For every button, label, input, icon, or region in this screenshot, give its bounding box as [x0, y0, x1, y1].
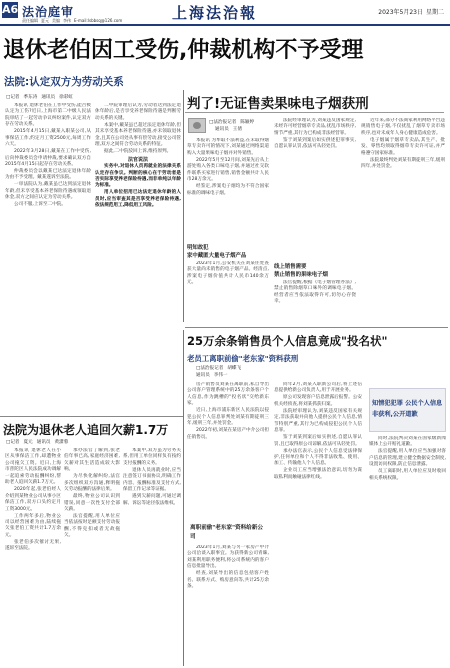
byline-role: 通讯员	[215, 127, 229, 132]
paragraph: 2023年1月,刘某与另一家房产中介公司洽谈入职事宜。为获得新公司青睐,刘某利用职务便利,将公司系统内的客户信息批量导出。	[187, 545, 269, 570]
paragraph: 承办法官了解到,张老伯年事已高,家庭经济困难,欠薪对其生活造成较大影响。	[64, 448, 120, 473]
paragraph: 法官提醒,用人单位应当加强对客户信息的管理,建立健全数据安全制度,设置访问权限,防止信息泄露。	[369, 449, 446, 468]
ecig-subhead-2b: 禁止销售的果味电子烟	[274, 272, 328, 278]
byline-role: □记者	[6, 440, 20, 445]
wage-byline	[6, 439, 72, 445]
byline-name: 李伟一	[213, 373, 228, 378]
privacy-column-2	[274, 382, 362, 666]
credit-name: 李伟	[63, 18, 71, 23]
lead-column-1	[5, 103, 91, 413]
paragraph: 近年来,部分不法商家利用网络平台违规销售电子烟,不仅扰乱了烟草专卖市场秩序,也对未成年人身心健康造成危害。	[361, 118, 445, 136]
ecig-byline-1	[209, 119, 258, 125]
ecig-subhead-1b: 家中藏匿大量电子烟产品	[187, 253, 247, 259]
paragraph: 鉴于刘某到案后如实供述犯罪事实,自愿认罪认罚,依法可从轻处罚。	[274, 137, 356, 150]
paragraph: 鉴于刘某到案后如实供述,自愿认罪认罚,且已取得原公司谅解,依法可从轻处罚。	[274, 435, 362, 447]
lead-column-2	[95, 103, 181, 413]
paragraph: 张老伯多次催讨无果,遂诉至法院。	[5, 539, 61, 552]
privacy-sidebar-title: 知情犯犯罪 公民个人信息非获利,公开道歉	[372, 400, 443, 418]
ecig-headline: 判了!无证售卖果味电子烟获刑	[187, 96, 369, 112]
paragraph: 原公司发现客户信息泄露后报警。公安机关经侦查,将刘某抓获归案。	[274, 395, 362, 407]
column-divider	[183, 330, 184, 666]
byline-name: 季东涛	[23, 95, 38, 100]
paragraph: 经查,刘某导出的信息包括客户姓名、联系方式、购房意向等,共计25万余条。	[187, 571, 269, 590]
byline-role: □法治报记者	[196, 366, 224, 371]
byline-role: 通讯员	[41, 95, 56, 100]
lead-byline	[6, 94, 77, 100]
byline-name: 王倩	[232, 127, 242, 132]
paragraph: 企业员工应当增强法治意识,切勿为谋取私利而触碰法律红线。	[274, 468, 362, 480]
header-rule	[0, 24, 450, 26]
column-divider	[183, 90, 184, 322]
ecig-column-1b	[187, 261, 269, 323]
paragraph: 本报讯 为牟取不法利益,在未取得烟草专卖许可的情况下,刘某通过网络渠道购入大量果味电子烟并对外销售。	[187, 138, 269, 156]
ecig-byline-2	[215, 126, 246, 132]
credit-label: 责任编辑	[22, 18, 38, 23]
issue-weekday: 星期二	[425, 9, 444, 16]
ecig-column-2	[274, 118, 356, 258]
byline-name: 夏元	[23, 440, 33, 445]
paragraph: 电子烟属于烟草专卖品,其生产、批发、零售均须取得烟草专卖许可证,并严格遵守国家标准。	[361, 137, 445, 156]
paragraph: 本案中,双方虽为劳务关系,但用工单位同样负有按约支付报酬的义务。	[123, 448, 181, 466]
page-header	[0, 0, 450, 27]
paragraph-emphasis: 实务中,对退休人员再就业的法律关系认定存在争议。判断的核心在于劳动者是否实际享受养老保险待遇,而非单纯以年龄为标准。	[95, 164, 181, 189]
byline-name: 陈颖婷	[240, 120, 255, 125]
newspaper-logo: 上海法治報	[172, 4, 258, 22]
paragraph: 据此,二中院驳回上诉,维持原判。	[104, 149, 172, 155]
paragraph: 2022年5月至12月间,刘某先后从上游处购入各类口味电子烟,并通过社交软件联系买家进行销售,销售金额共计人民币28万余元。	[187, 157, 269, 183]
paragraph-emphasis: 用人单位招用已达法定退休年龄的人员时,应当审查其是否享受养老保险待遇,依法规范用工,降低用工风险。	[95, 190, 181, 209]
privacy-column-1b	[187, 545, 269, 666]
reporter-photo	[188, 118, 206, 133]
paragraph: 经鉴定,涉案电子烟均为不符合国家标准的调味电子烟。	[187, 184, 269, 196]
section-title: 法治庭审	[22, 5, 75, 19]
issue-date-text: 2023年5月23日	[378, 9, 423, 16]
paragraph: 本报讯 退休老伯在工作中受伤,能否被认定为工伤?近日,上海市第二中级人民法院审结了一起劳动争议纠纷案件,认定双方存在劳动关系。	[5, 103, 91, 128]
byline-role: □法治报记者	[209, 120, 237, 125]
byline-role: 通讯员	[196, 373, 210, 378]
paragraph: 法官提醒,根据《电子烟管理办法》,禁止销售除烟草口味外的调味电子烟。经营者应当依法取得许可,切勿心存侥幸。	[274, 280, 356, 305]
paragraph: 最终,物业公司认识到错误,同意一次性支付全部欠薪。	[64, 494, 120, 513]
ecig-column-2b	[274, 280, 356, 324]
privacy-headline: 25万余条销售员个人信息竟成"投名状"	[187, 334, 388, 348]
byline-role: □记者	[6, 95, 20, 100]
privacy-byline-2	[196, 372, 232, 378]
wage-column-2	[64, 448, 120, 666]
paragraph: 法官提醒,用人单位应当依法按时足额支付劳动报酬,不得克扣或者无故拖欠。	[64, 514, 120, 539]
byline-name: 胡蝶飞	[227, 366, 242, 371]
lead-headline: 退休老伯因工受伤,仲裁机构不予受理	[3, 38, 364, 63]
paragraph: 近日,上海市浦东新区人民法院以侵犯公民个人信息罪判处刘某有期徒刑三年,缓刑三年,并处罚金。	[187, 408, 269, 427]
paragraph: 法院经审理认为,刘某违反国家规定,未经许可经营烟草专卖品,扰乱市场秩序,情节严重,其行为已构成非法经营罪。	[274, 118, 356, 136]
paragraph: 法院最终判处刘某有期徒刑三年,缓刑四年,并处罚金。	[361, 157, 445, 170]
page-number-badge: A6	[2, 3, 19, 16]
paragraph: 2023年1月,公安机关在刘某住处查获大量尚未销售的电子烟产品。经清点,涉案电子烟价值共计人民币140余万元。	[187, 261, 269, 286]
paragraph: 同年2月,刘某入职新公司后,将上述信息提供给新公司负责人,用于开展业务。	[274, 382, 362, 394]
wage-column-1	[5, 448, 61, 666]
paragraph: 2022年初,刘某在某房产中介公司担任销售员。	[187, 428, 269, 440]
ecig-subhead-2: 线上销售需要	[274, 264, 307, 270]
paragraph: 本报讯 退休老人在小区从事保洁工作,却遭物业公司拖欠工资。近日,上海市普陀区人民法院成功调解一起追索劳动报酬纠纷,帮助老人追回欠薪1.7万元。	[5, 448, 61, 486]
paragraph: 一审法院认为,戴某虽已达到法定退休年龄,但未享受基本养老保险待遇或领取退休金,双方之间应认定为劳动关系。	[5, 182, 91, 201]
privacy-subhead: 老员工离职前偷"老东家"资料获刑	[187, 354, 299, 363]
ecig-column-1	[187, 138, 269, 238]
wage-headline: 法院为退休老人追回欠薪1.7万	[3, 423, 169, 437]
lead-subhead: 法院:认定双方为劳动关系	[4, 76, 124, 88]
privacy-column-4	[369, 436, 446, 666]
headline-rule	[185, 112, 444, 113]
privacy-byline-1	[196, 365, 245, 371]
paragraph: 本案中,戴某虽已超过法定退休年龄,但其未享受基本养老保险待遇,亦未领取退休金,且其在公司处从事有偿劳动,接受公司管理,双方之间符合劳动关系的特征。	[95, 122, 181, 148]
paragraph: 同时,法院判决刘某在国家级新闻媒体上公开赔礼道歉。	[369, 436, 446, 448]
privacy-subhead-1: 离职前偷"老东家"资料给新公司	[190, 525, 263, 540]
ecig-subhead-1: 明知故犯	[187, 245, 209, 251]
paragraph: 遇到欠薪问题,可通过调解、诉讼等途径依法维权。	[123, 494, 181, 506]
paragraph: 法院经审理认为,刘某违反国家有关规定,非法获取并向他人提供公民个人信息,情节特别严重,其行为已构成侵犯公民个人信息罪。	[274, 408, 362, 434]
credit-email: E-mail:lsbbsq@126.com	[74, 18, 123, 23]
byline-name: 徐彩虹	[59, 95, 73, 100]
paragraph: 为尽快化解纠纷,法官多次组织双方沟通,释明拖欠劳动报酬的法律后果。	[64, 474, 120, 493]
paragraph: 二中院审理后认为,劳动者达到法定退休年龄后,是否享受养老保险待遇是判断劳动关系的关键。	[95, 103, 181, 121]
byline-role: 通讯员	[36, 440, 51, 445]
section-rule	[185, 327, 448, 328]
paragraph: 仲裁委员会以戴某已达法定退休年龄为由不予受理。戴某遂诉至法院。	[5, 169, 91, 181]
byline-name: 黄潇蓉	[54, 440, 69, 445]
paragraph: 公司不服,上诉至二中院。	[14, 202, 66, 208]
paragraph: 2022年3月28日,戴某在工作中受伤,后向仲裁委员会申请仲裁,要求确认双方自2015年4月15日起存在劳动关系。	[5, 149, 91, 168]
issue-date	[375, 7, 444, 16]
paragraph: 承办法官表示,公民个人信息受法律保护,任何单位和个人不得非法收集、使用、加工、传输他人个人信息。	[274, 448, 362, 467]
wage-column-3	[123, 448, 181, 666]
paragraph: 员工离职时,用人单位应及时收回相关系统权限。	[369, 469, 446, 481]
section-mark: 法官说法	[127, 156, 148, 163]
paragraph: 退休人员再就业时,应当注意签订书面协议,明确工作内容、报酬标准及支付方式,保留工作记录等证据。	[123, 467, 181, 493]
section-rule	[0, 416, 184, 417]
paragraph: 2020年起,张老伯经人介绍到某物业公司从事小区保洁工作,双方口头约定月工资3000元。	[5, 487, 61, 512]
paragraph: 2015年4月15日,戴某入职某公司,从事保洁工作,约定月工资2500元,每周工作六天。	[5, 129, 91, 148]
paragraph: 工作两年多后,物业公司以经营困难为由,陆续拖欠张老伯工资共计1.7万余元。	[5, 513, 61, 538]
credit-name: 夏元	[41, 18, 49, 23]
paragraph: 房产销售员刘某在离职前,私自导出公司客户管理系统中的25万余条客户个人信息,作为跳槽的"投名状"交给新东家。	[187, 382, 269, 407]
ecig-column-3	[361, 118, 445, 323]
privacy-column-1	[187, 382, 269, 520]
credit-label: 美编	[52, 18, 60, 23]
